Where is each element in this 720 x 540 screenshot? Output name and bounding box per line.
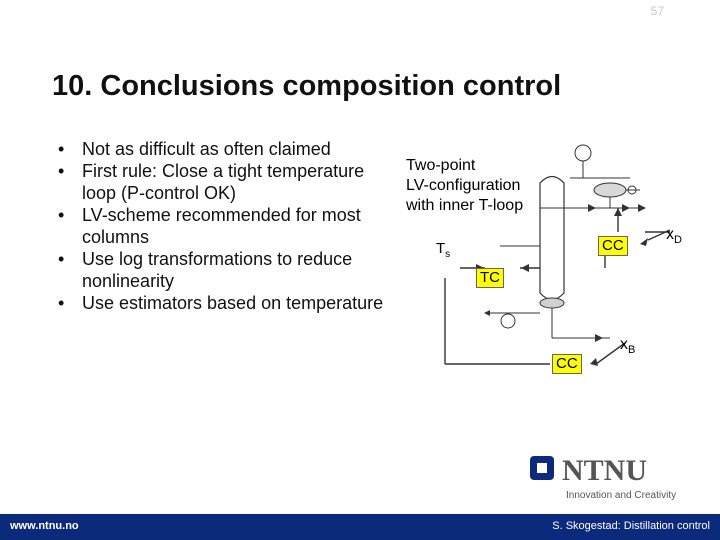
cc-bottom-controller: CC [552,354,582,374]
footer-url[interactable]: www.ntnu.no [10,520,79,532]
bullet-text: Use log transformations to reduce nonlinearity [82,249,353,291]
bullet-symbol: • [58,293,65,313]
reflux-drum-icon [594,183,626,197]
bullet-item [56,292,396,314]
footer-bar [0,514,720,540]
bullet-item [56,138,396,160]
bullet-symbol: • [58,139,65,159]
page-number: 57 [650,4,664,18]
config-line: Two-point [406,157,476,174]
svg-text:Innovation and Creativity: Innovation and Creativity [566,490,677,501]
slide-title: 10. Conclusions composition control [52,70,562,102]
bullet-text: LV-scheme recommended for most columns [82,205,361,247]
bullet-symbol: • [58,205,65,225]
configuration-label [406,156,523,216]
footer-credit: S. Skogestad: Distillation control [552,520,710,532]
bullet-text: Use estimators based on temperature [82,293,384,313]
xb-label: $x_B$ [620,336,636,357]
bullet-symbol: • [58,249,65,269]
bullet-text: First rule: Close a tight temperature loop (P-control OK) [82,161,365,203]
config-line: LV-configuration [406,177,521,194]
config-line: with inner T-loop [406,197,524,214]
ntnu-logo [528,452,698,504]
bullet-item [56,204,396,248]
reboiler-icon [501,314,515,328]
xd-label: $x_D$ [666,226,682,247]
condenser-icon [575,145,591,161]
ts-label: $T_s$ [436,240,451,260]
bullet-list [56,138,396,314]
bullet-symbol: • [58,161,65,181]
column-control-diagram [400,128,710,388]
bullet-item [56,248,396,292]
tc-controller: TC [476,268,504,288]
cc-top-controller: CC [598,236,628,256]
bullet-item [56,160,396,204]
column-shell [540,177,564,300]
bullet-text: Not as difficult as often claimed [82,139,331,159]
svg-text:NTNU: NTNU [562,454,648,487]
reboiler-sump-icon [540,298,564,308]
